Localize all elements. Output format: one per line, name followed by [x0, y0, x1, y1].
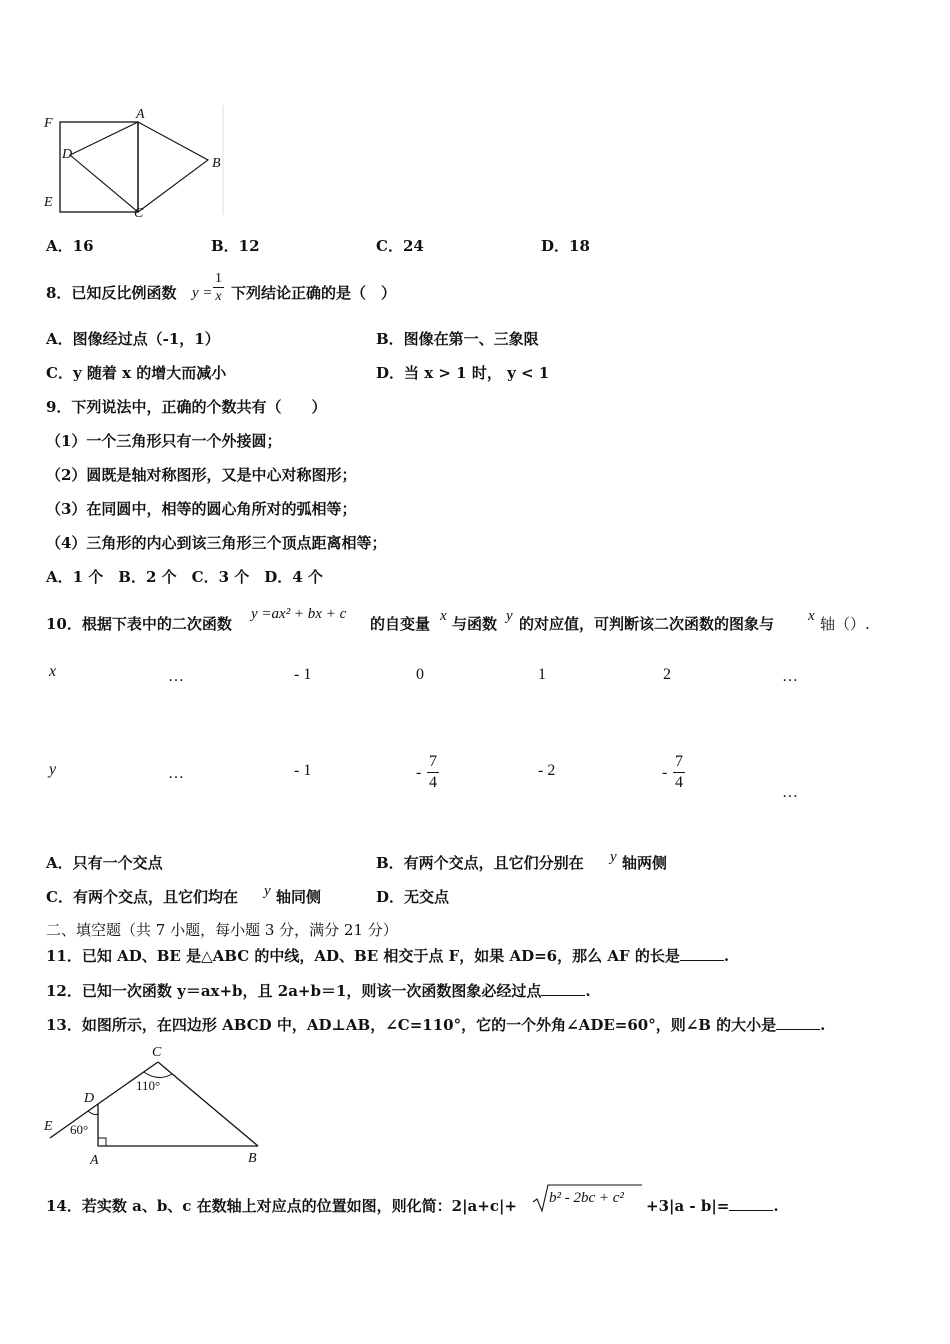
table-y-cell-3-frac — [427, 752, 439, 793]
table-y-cell-2: - 1 — [294, 762, 312, 779]
q7-option-d: D．18 — [541, 237, 590, 255]
label-F: F — [44, 116, 53, 131]
q10-stem-mid3: 的对应值，可判断该二次函数的图象与 — [519, 615, 775, 633]
q10-option-b-prefix: B．有两个交点，且它们分别在 — [376, 854, 584, 872]
q11-end: . — [723, 947, 730, 965]
q14-suffix: +3|a - b|= — [646, 1197, 730, 1215]
q13-stem: 13．如图所示，在四边形 ABCD 中，AD⊥AB，∠C=110°，它的一个外角∠ADE=60°，则∠B 的大小是 — [46, 1016, 777, 1034]
q8-option-d: D．当 x > 1 时， y < 1 — [376, 364, 550, 382]
q8-option-a: A．图像经过点（-1，1） — [46, 330, 220, 348]
q12-text — [46, 981, 591, 1001]
table-y-cell-6: … — [782, 784, 798, 801]
q10-stem-mid1: 的自变量 — [370, 615, 431, 633]
section-heading: 二、填空题（共 7 小题，每小题 3 分，满分 21 分） — [46, 921, 398, 939]
label-E: E — [44, 195, 53, 210]
fig2-angle-d: 60° — [70, 1122, 89, 1137]
table-y-cell-5-frac — [673, 752, 685, 793]
q10-option-c-prefix: C．有两个交点，且它们均在 — [46, 888, 238, 906]
q7-option-a: A．16 — [46, 237, 94, 255]
table-y-cell-3-den: 4 — [429, 774, 437, 791]
q9-item-3: （3）在同圆中，相等的圆心角所对的弧相等； — [46, 500, 357, 518]
q14-prefix: 14．若实数 a、b、c 在数轴上对应点的位置如图，则化简：2|a+c|+ — [46, 1197, 518, 1215]
q10-var-x: x — [440, 608, 447, 624]
fig2-label-A: A — [90, 1153, 99, 1168]
table-x-cell-2: - 1 — [294, 666, 312, 683]
q9-options: A．1 个 B．2 个 C．3 个 D．4 个 — [46, 568, 323, 586]
q10-stem-suffix: 轴（）. — [820, 615, 870, 633]
q9-item-1: （1）一个三角形只有一个外接圆； — [46, 432, 282, 450]
q8-option-b: B．图像在第一、三象限 — [376, 330, 539, 348]
q14-suffix-wrap — [646, 1196, 779, 1216]
q13-answer-blank[interactable] — [776, 1015, 820, 1030]
figure-rectangle-rhombus — [40, 100, 240, 225]
q10-var-y: y — [506, 608, 513, 624]
q14-answer-blank[interactable] — [729, 1196, 773, 1211]
table-x-cell-5: 2 — [663, 666, 671, 683]
table-x-cell-6: … — [782, 668, 798, 685]
q13-text — [46, 1015, 825, 1035]
figure-quadrilateral-abcd — [40, 1042, 280, 1172]
q8-fraction — [213, 270, 224, 305]
q14-radicand: b² - 2bc + c² — [549, 1190, 624, 1206]
q10-var-x2: x — [808, 608, 815, 624]
q11-text — [46, 946, 729, 966]
q8-formula-y: y = — [192, 285, 213, 301]
q10-option-c-suffix: 轴同侧 — [276, 888, 322, 906]
q10-option-c-var: y — [264, 883, 271, 899]
table-y-cell-4: - 2 — [538, 762, 556, 779]
table-x-label: x — [49, 663, 57, 680]
q8-frac-num: 1 — [215, 271, 222, 286]
label-A: A — [136, 107, 145, 122]
q14-end: . — [773, 1197, 779, 1215]
q11-stem: 11．已知 AD、BE 是△ABC 的中线，AD、BE 相交于点 F，如果 AD=6，那么 AF 的长是 — [46, 947, 680, 965]
q8-stem-suffix: 下列结论正确的是（ ） — [231, 284, 397, 302]
fig2-label-E: E — [44, 1119, 53, 1134]
fig2-angle-c: 110° — [136, 1078, 161, 1093]
q9-item-4: （4）三角形的内心到该三角形三个顶点距离相等； — [46, 534, 387, 552]
table-y-cell-3-sign: - — [416, 764, 422, 781]
table-y-label: y — [49, 761, 57, 778]
table-y-cell-5-sign: - — [662, 764, 668, 781]
table-y-cell-1: … — [168, 765, 184, 782]
label-B: B — [212, 156, 221, 171]
q10-formula: y =ax² + bx + c — [251, 606, 347, 622]
label-C: C — [134, 206, 144, 221]
q10-stem-prefix: 10．根据下表中的二次函数 — [46, 615, 232, 633]
q8-frac-den: x — [215, 289, 222, 304]
q12-stem: 12．已知一次函数 y＝ax+b，且 2a+b＝1，则该一次函数图象必经过点 — [46, 982, 542, 1000]
q7-option-c: C．24 — [376, 237, 424, 255]
q8-option-c: C．y 随着 x 的增大而减小 — [46, 364, 227, 382]
table-x-cell-4: 1 — [538, 666, 546, 683]
q10-option-b-var: y — [610, 849, 617, 865]
table-y-cell-5-num: 7 — [673, 752, 685, 773]
table-x-cell-1: … — [168, 668, 184, 685]
q9-stem: 9．下列说法中，正确的个数共有（ ） — [46, 398, 327, 416]
fig2-label-D: D — [84, 1091, 95, 1106]
q12-end: . — [585, 982, 591, 1000]
q10-option-d: D．无交点 — [376, 888, 450, 906]
q10-stem-mid2: 与函数 — [452, 615, 498, 633]
fig2-label-B: B — [248, 1151, 257, 1166]
q7-option-b: B．12 — [211, 237, 260, 255]
q8-stem-prefix: 8．已知反比例函数 — [46, 284, 177, 302]
q10-option-b-suffix: 轴两侧 — [622, 854, 668, 872]
label-D: D — [62, 147, 73, 162]
q12-answer-blank[interactable] — [541, 981, 585, 996]
table-x-cell-3: 0 — [416, 666, 424, 683]
table-y-cell-5-den: 4 — [675, 774, 683, 791]
fig2-label-C: C — [152, 1045, 162, 1060]
q10-option-a: A．只有一个交点 — [46, 854, 163, 872]
q13-end: . — [820, 1016, 826, 1034]
q11-answer-blank[interactable] — [680, 946, 724, 961]
table-y-cell-3-num: 7 — [427, 752, 439, 773]
q9-item-2: （2）圆既是轴对称图形，又是中心对称图形； — [46, 466, 357, 484]
